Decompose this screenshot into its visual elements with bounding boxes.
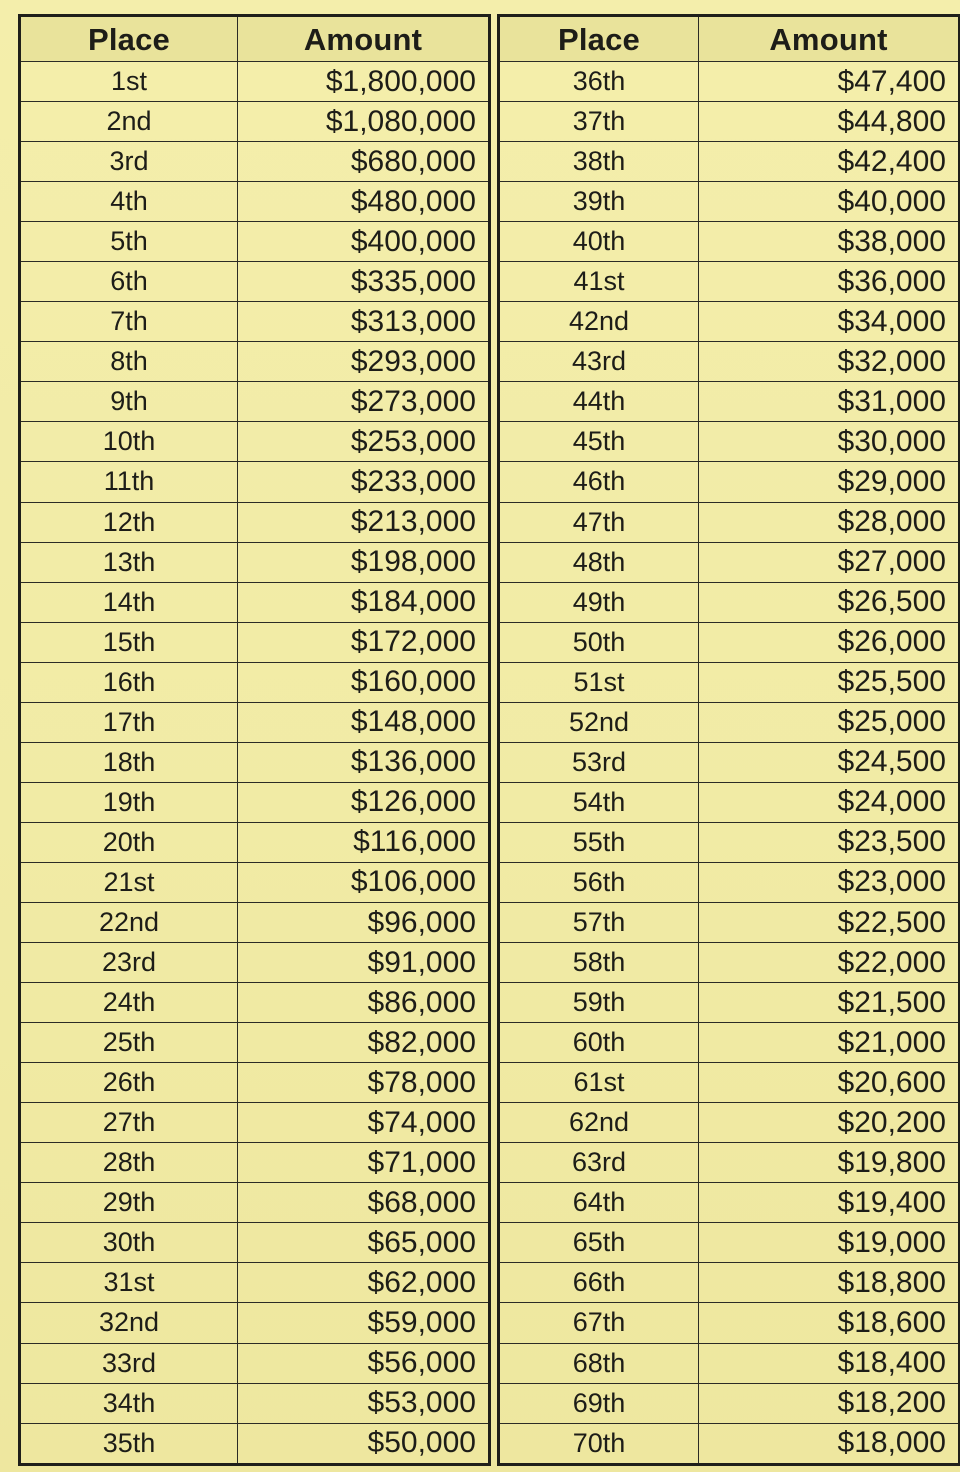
amount-cell: $213,000 <box>238 502 490 542</box>
table-row <box>499 702 960 742</box>
table-row <box>499 262 960 302</box>
place-cell: 31st <box>20 1263 238 1303</box>
table-row <box>499 1303 960 1343</box>
amount-cell: $1,800,000 <box>238 62 490 102</box>
amount-cell: $71,000 <box>238 1143 490 1183</box>
table-row <box>499 1183 960 1223</box>
place-cell: 46th <box>499 462 699 502</box>
place-cell: 9th <box>20 382 238 422</box>
place-cell: 25th <box>20 1023 238 1063</box>
table-row <box>20 502 490 542</box>
amount-cell: $18,600 <box>699 1303 960 1343</box>
amount-cell: $116,000 <box>238 822 490 862</box>
place-cell: 2nd <box>20 102 238 142</box>
amount-cell: $148,000 <box>238 702 490 742</box>
amount-cell: $24,000 <box>699 782 960 822</box>
amount-cell: $22,000 <box>699 943 960 983</box>
table-row <box>20 1063 490 1103</box>
place-cell: 11th <box>20 462 238 502</box>
table-row <box>499 382 960 422</box>
amount-cell: $136,000 <box>238 742 490 782</box>
place-cell: 56th <box>499 862 699 902</box>
amount-cell: $18,200 <box>699 1383 960 1423</box>
amount-cell: $22,500 <box>699 902 960 942</box>
amount-cell: $40,000 <box>699 182 960 222</box>
amount-cell: $38,000 <box>699 222 960 262</box>
place-cell: 68th <box>499 1343 699 1383</box>
table-row <box>20 622 490 662</box>
amount-cell: $24,500 <box>699 742 960 782</box>
amount-cell: $74,000 <box>238 1103 490 1143</box>
place-cell: 20th <box>20 822 238 862</box>
amount-cell: $23,500 <box>699 822 960 862</box>
amount-cell: $42,400 <box>699 142 960 182</box>
table-row <box>20 1023 490 1063</box>
table-row <box>20 943 490 983</box>
header-row <box>499 16 960 62</box>
table-row <box>499 862 960 902</box>
payout-rows-right <box>499 62 960 1465</box>
amount-cell: $96,000 <box>238 902 490 942</box>
place-cell: 62nd <box>499 1103 699 1143</box>
place-cell: 16th <box>20 662 238 702</box>
table-row <box>499 943 960 983</box>
place-cell: 5th <box>20 222 238 262</box>
place-cell: 58th <box>499 943 699 983</box>
table-row <box>499 662 960 702</box>
amount-header: Amount <box>238 16 490 62</box>
amount-cell: $18,000 <box>699 1423 960 1464</box>
place-cell: 18th <box>20 742 238 782</box>
amount-cell: $65,000 <box>238 1223 490 1263</box>
table-row <box>499 462 960 502</box>
place-cell: 57th <box>499 902 699 942</box>
place-cell: 35th <box>20 1423 238 1464</box>
table-row <box>20 1223 490 1263</box>
place-cell: 66th <box>499 1263 699 1303</box>
table-row <box>20 983 490 1023</box>
place-cell: 43rd <box>499 342 699 382</box>
table-row <box>20 302 490 342</box>
place-cell: 51st <box>499 662 699 702</box>
amount-cell: $28,000 <box>699 502 960 542</box>
place-cell: 12th <box>20 502 238 542</box>
place-cell: 10th <box>20 422 238 462</box>
place-cell: 67th <box>499 1303 699 1343</box>
amount-cell: $184,000 <box>238 582 490 622</box>
place-cell: 1st <box>20 62 238 102</box>
place-cell: 48th <box>499 542 699 582</box>
place-cell: 3rd <box>20 142 238 182</box>
header-row <box>20 16 490 62</box>
place-header: Place <box>499 16 699 62</box>
place-cell: 22nd <box>20 902 238 942</box>
amount-cell: $19,400 <box>699 1183 960 1223</box>
place-cell: 65th <box>499 1223 699 1263</box>
amount-cell: $26,500 <box>699 582 960 622</box>
amount-header: Amount <box>699 16 960 62</box>
table-row <box>20 662 490 702</box>
amount-cell: $21,500 <box>699 983 960 1023</box>
table-row <box>499 1023 960 1063</box>
amount-cell: $86,000 <box>238 983 490 1023</box>
table-row <box>499 222 960 262</box>
place-cell: 38th <box>499 142 699 182</box>
amount-cell: $29,000 <box>699 462 960 502</box>
place-cell: 64th <box>499 1183 699 1223</box>
table-row <box>499 1223 960 1263</box>
table-row <box>20 142 490 182</box>
table-row <box>499 1263 960 1303</box>
amount-cell: $480,000 <box>238 182 490 222</box>
amount-cell: $106,000 <box>238 862 490 902</box>
amount-cell: $18,400 <box>699 1343 960 1383</box>
amount-cell: $44,800 <box>699 102 960 142</box>
table-row <box>499 1143 960 1183</box>
table-row <box>20 702 490 742</box>
payout-tables <box>18 14 958 1466</box>
amount-cell: $19,800 <box>699 1143 960 1183</box>
amount-cell: $20,200 <box>699 1103 960 1143</box>
amount-cell: $21,000 <box>699 1023 960 1063</box>
place-cell: 42nd <box>499 302 699 342</box>
amount-cell: $253,000 <box>238 422 490 462</box>
amount-cell: $1,080,000 <box>238 102 490 142</box>
table-row <box>20 102 490 142</box>
table-row <box>499 1343 960 1383</box>
place-cell: 45th <box>499 422 699 462</box>
amount-cell: $273,000 <box>238 382 490 422</box>
place-cell: 4th <box>20 182 238 222</box>
payout-table-right <box>497 14 960 1466</box>
amount-cell: $59,000 <box>238 1303 490 1343</box>
table-row <box>499 742 960 782</box>
amount-cell: $82,000 <box>238 1023 490 1063</box>
table-row <box>499 1383 960 1423</box>
table-row <box>20 422 490 462</box>
table-row <box>20 1303 490 1343</box>
place-cell: 53rd <box>499 742 699 782</box>
table-row <box>499 782 960 822</box>
place-cell: 44th <box>499 382 699 422</box>
amount-cell: $20,600 <box>699 1063 960 1103</box>
table-row <box>20 1343 490 1383</box>
amount-cell: $400,000 <box>238 222 490 262</box>
place-cell: 55th <box>499 822 699 862</box>
place-cell: 52nd <box>499 702 699 742</box>
table-row <box>499 622 960 662</box>
amount-cell: $680,000 <box>238 142 490 182</box>
table-row <box>20 62 490 102</box>
place-cell: 39th <box>499 182 699 222</box>
place-cell: 60th <box>499 1023 699 1063</box>
amount-cell: $30,000 <box>699 422 960 462</box>
amount-cell: $62,000 <box>238 1263 490 1303</box>
place-cell: 15th <box>20 622 238 662</box>
table-row <box>499 1063 960 1103</box>
table-row <box>20 782 490 822</box>
table-row <box>20 822 490 862</box>
table-row <box>499 1423 960 1464</box>
table-row <box>20 342 490 382</box>
amount-cell: $56,000 <box>238 1343 490 1383</box>
table-row <box>20 742 490 782</box>
amount-cell: $313,000 <box>238 302 490 342</box>
amount-cell: $126,000 <box>238 782 490 822</box>
place-cell: 69th <box>499 1383 699 1423</box>
table-row <box>20 262 490 302</box>
amount-cell: $23,000 <box>699 862 960 902</box>
amount-cell: $36,000 <box>699 262 960 302</box>
table-row <box>20 1103 490 1143</box>
place-cell: 49th <box>499 582 699 622</box>
amount-cell: $34,000 <box>699 302 960 342</box>
amount-cell: $25,000 <box>699 702 960 742</box>
table-row <box>499 302 960 342</box>
place-cell: 34th <box>20 1383 238 1423</box>
table-row <box>20 862 490 902</box>
amount-cell: $198,000 <box>238 542 490 582</box>
amount-cell: $233,000 <box>238 462 490 502</box>
table-row <box>499 582 960 622</box>
place-cell: 63rd <box>499 1143 699 1183</box>
amount-cell: $25,500 <box>699 662 960 702</box>
place-cell: 47th <box>499 502 699 542</box>
amount-cell: $68,000 <box>238 1183 490 1223</box>
place-cell: 27th <box>20 1103 238 1143</box>
place-cell: 17th <box>20 702 238 742</box>
amount-cell: $47,400 <box>699 62 960 102</box>
place-header: Place <box>20 16 238 62</box>
place-cell: 33rd <box>20 1343 238 1383</box>
place-cell: 26th <box>20 1063 238 1103</box>
payout-rows-left <box>20 62 490 1465</box>
table-row <box>20 1423 490 1464</box>
table-row <box>499 142 960 182</box>
table-row <box>20 222 490 262</box>
place-cell: 30th <box>20 1223 238 1263</box>
table-row <box>499 62 960 102</box>
table-row <box>499 1103 960 1143</box>
place-cell: 23rd <box>20 943 238 983</box>
place-cell: 24th <box>20 983 238 1023</box>
place-cell: 50th <box>499 622 699 662</box>
place-cell: 28th <box>20 1143 238 1183</box>
amount-cell: $50,000 <box>238 1423 490 1464</box>
place-cell: 21st <box>20 862 238 902</box>
table-row <box>20 1183 490 1223</box>
amount-cell: $78,000 <box>238 1063 490 1103</box>
table-row <box>20 542 490 582</box>
table-row <box>499 902 960 942</box>
place-cell: 14th <box>20 582 238 622</box>
table-row <box>20 902 490 942</box>
table-row <box>499 422 960 462</box>
amount-cell: $53,000 <box>238 1383 490 1423</box>
table-row <box>20 182 490 222</box>
place-cell: 59th <box>499 983 699 1023</box>
place-cell: 61st <box>499 1063 699 1103</box>
amount-cell: $19,000 <box>699 1223 960 1263</box>
place-cell: 7th <box>20 302 238 342</box>
place-cell: 70th <box>499 1423 699 1464</box>
place-cell: 6th <box>20 262 238 302</box>
table-row <box>20 462 490 502</box>
amount-cell: $172,000 <box>238 622 490 662</box>
table-row <box>499 102 960 142</box>
place-cell: 13th <box>20 542 238 582</box>
place-cell: 32nd <box>20 1303 238 1343</box>
table-row <box>20 382 490 422</box>
amount-cell: $32,000 <box>699 342 960 382</box>
table-row <box>499 182 960 222</box>
table-row <box>499 822 960 862</box>
amount-cell: $160,000 <box>238 662 490 702</box>
place-cell: 37th <box>499 102 699 142</box>
place-cell: 29th <box>20 1183 238 1223</box>
amount-cell: $91,000 <box>238 943 490 983</box>
amount-cell: $18,800 <box>699 1263 960 1303</box>
place-cell: 19th <box>20 782 238 822</box>
amount-cell: $27,000 <box>699 542 960 582</box>
table-row <box>499 542 960 582</box>
amount-cell: $26,000 <box>699 622 960 662</box>
payout-table-left <box>18 14 491 1466</box>
amount-cell: $293,000 <box>238 342 490 382</box>
table-row <box>20 1143 490 1183</box>
table-row <box>20 1263 490 1303</box>
table-row <box>499 983 960 1023</box>
place-cell: 54th <box>499 782 699 822</box>
table-row <box>499 342 960 382</box>
place-cell: 8th <box>20 342 238 382</box>
table-row <box>499 502 960 542</box>
amount-cell: $31,000 <box>699 382 960 422</box>
amount-cell: $335,000 <box>238 262 490 302</box>
table-row <box>20 582 490 622</box>
place-cell: 41st <box>499 262 699 302</box>
place-cell: 36th <box>499 62 699 102</box>
place-cell: 40th <box>499 222 699 262</box>
table-row <box>20 1383 490 1423</box>
